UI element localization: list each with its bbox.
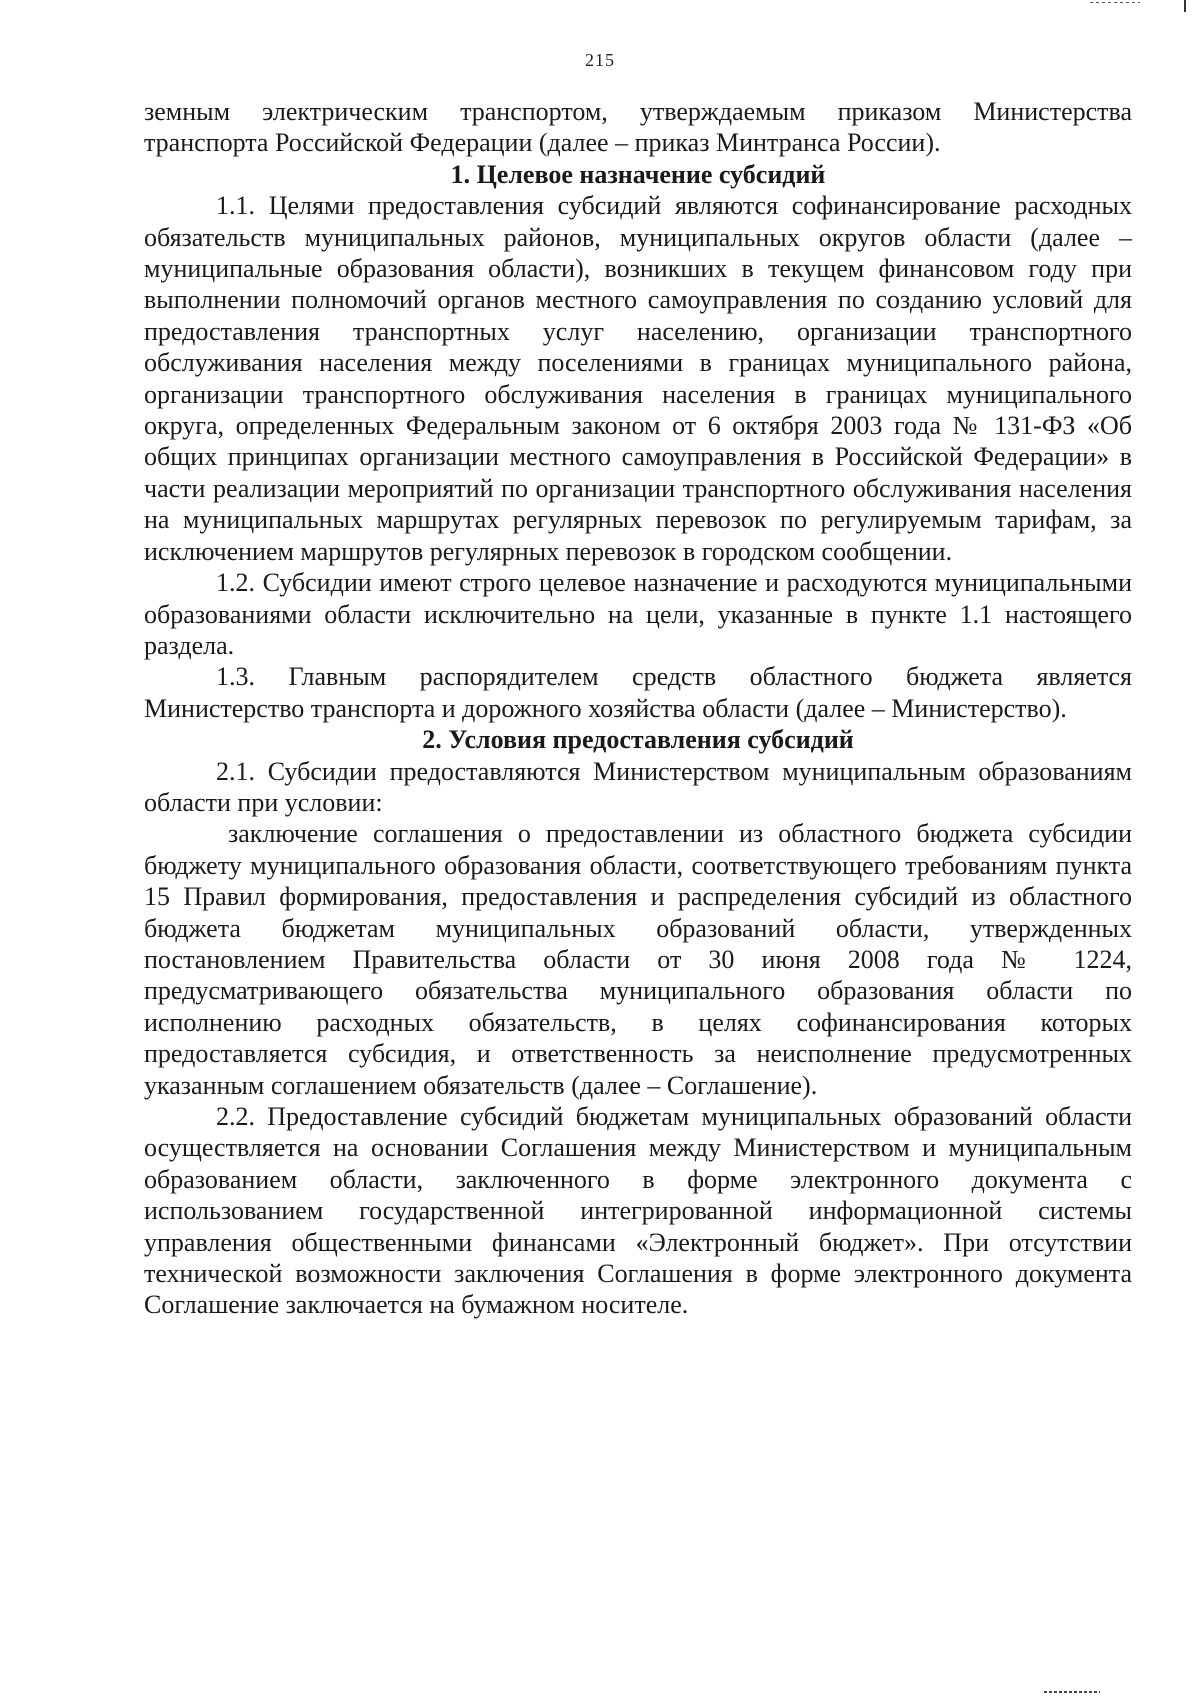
scan-artifact: [1184, 0, 1186, 12]
paragraph-1-3: 1.3. Главным распорядителем средств областного бюджета является Министерство транспорта и дорожного хозяйства области (далее – Министерство).: [144, 662, 1132, 723]
section-2-heading: 2. Условия предоставления субсидий: [422, 725, 854, 755]
paragraph-1-2: 1.2. Субсидии имеют строго целевое назначение и расходуются муниципальными образованиями области исключительно на цели, указанные в пункте 1.1 настоящего раздела.: [144, 568, 1132, 660]
section-1-heading: 1. Целевое назначение субсидий: [450, 159, 826, 189]
paragraph-1-1: 1.1. Целями предоставления субсидий являются софинансирование расходных обязательств муниципальных районов, муниципальных округов области (далее – муниципальные образования области), возникших в текущем финансовом году при выполнении полномочий органов местного самоуправления по созданию условий для предоставления транспортных услуг населению, организации транспортного обслуживания населения между поселениями в границах муниципального района, организации транспортного обслуживания населения в границах муниципального округа, определенных Федеральным законом от 6 октября 2003 года № 131-ФЗ «Об общих принципах организации местного самоуправления в Российской Федерации» в части реализации мероприятий по организации транспортного обслуживания населения на муниципальных маршрутах регулярных перевозок по регулируемым тарифам, за исключением маршрутов регулярных перевозок в городском сообщении.: [144, 191, 1132, 566]
paragraph-2-2: 2.2. Предоставление субсидий бюджетам муниципальных образований области осуществляется на основании Соглашения между Министерством и муниципальным образованием области, заключенного в форме электронного документа с использованием государственной интегрированной информационной системы управления общественными финансами «Электронный бюджет». При отсутствии технической возможности заключения Соглашения в форме электронного документа Соглашение заключается на бумажном носителе.: [144, 1102, 1132, 1320]
intro-paragraph: земным электрическим транспортом, утверждаемым приказом Министерства транспорта Российской Федерации (далее – приказ Минтранса России).: [144, 97, 1132, 158]
page-number: 215: [585, 50, 615, 70]
scan-artifact: [1044, 1691, 1100, 1693]
document-body: [144, 96, 1132, 1321]
paragraph-2-1: 2.1. Субсидии предоставляются Министерством муниципальным образованиям области при условии:: [144, 756, 1132, 817]
scan-artifact: [1090, 2, 1140, 3]
paragraph-2-1-condition: заключение соглашения о предоставлении из областного бюджета субсидии бюджету муниципального образования области, соответствующего требованиям пункта 15 Правил формирования, предоставления и распределения субсидий из областного бюджета бюджетам муниципальных образований области, утвержденных постановлением Правительства области от 30 июня 2008 года № 1224, предусматривающего обязательства муниципального образования области по исполнению расходных обязательств, в целях софинансирования которых предоставляется субсидия, и ответственность за неисполнение предусмотренных указанным соглашением обязательств (далее – Соглашение).: [144, 819, 1132, 1100]
